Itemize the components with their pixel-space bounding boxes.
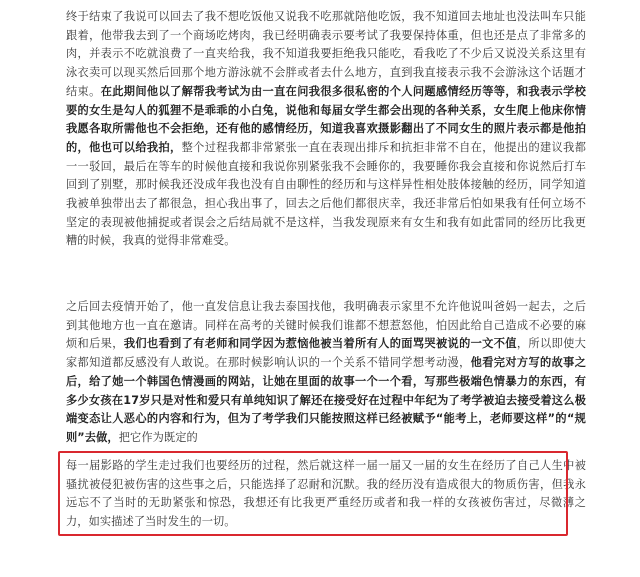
paragraph-2-text: 之后回去疫情开始了，他一直发信息让我去泰国找他，我明确表示家里不允许他说叫爸妈一起去，之后到其他地方也一直在邀请。同样在高考的关键时候我们谁都不想惹怒他，怕因此给自己造成不必要的麻烦和后果， (66, 300, 586, 351)
paragraph-dinner-account (66, 8, 586, 251)
paragraph-2-text-end: 把它作为既定的 (118, 430, 198, 444)
paragraph-3-text: 每一届影路的学生走过我们也要经历的过程，然后就这样一届一届又一届的女生在经历了自己人生中被骚扰被侵犯被伤害的这些事之后，只能选择了忍耐和沉默。我的经历没有造成很大的物质伤害，但我永远忘不了当时的无助紧张和惊恐，我想还有比我更严重经历或者和我一样的女孩被伤害过，尽微薄之力，如实描述了当时发生的一切。 (66, 459, 586, 529)
paragraph-2-bold-text: 我们也看到了有老师和同学因为惹恼他被当着所有人的面骂哭被说的一文不值 (123, 337, 517, 351)
paragraph-2-text-mid: ，所以即使大家都知道都反感没有人敢说。在那时候影响认识的一个关系不错同学想考动漫， (66, 337, 586, 370)
paragraph-1-text-end: 整个过程我都非常紧张一直在表现出排斥和抗拒非常不自在，他提出的建议我都一一驳回，最后在等车的时候他直接和我说你别紧张我不会睡你的，我要睡你我会直接和你说然后打车回到了别墅，那时候我还没成年我也没有自由聊性的经历和与这样异性相处肢体接触的经历，同学知道我被单独带出去了都很急，担心我出事了，回去之后他们都很庆幸，我还非常后怕如果我有任何立场不坚定的表现被他捕捉或者误会之后结局就不是这样，当我发现原来有女生和我有如此雷同的经历比我更糟的时候，我真的觉得非常难受。 (66, 140, 587, 248)
paragraph-1-bold-text: 在此期间他以了解帮我考试为由一直在问我很多很私密的个人问题感情经历等等，和我表示学校要的女生是勾人的狐狸不是乖乖的小白兔，说他和每届女学生都会出现的各种关系，女生爬上他床你情我愿各取所需他也不会拒绝，还有他的感情经历，知道我喜欢摄影翻出了不同女生的照片表示都是他拍的，他也可以给我拍， (66, 84, 586, 154)
paragraph-pandemic-account (66, 298, 586, 448)
paragraph-1-text: 终于结束了我说可以回去了我不想吃饭他又说我不吃那就陪他吃饭，我不知道回去地址也没法叫车只能跟着，他带我去到了一个商场吃烤肉，我已经明确表示要考试了我要保持体重，但也还是点了非常多的肉，并表示不吃就浪费了一直夹给我，我不知道我要拒绝我只能吃，看我吃了不少后又说没关系这里有泳衣卖可以现买然后回那个地方游泳就不会胖或者去什么地方，直到我直接表示我不会游泳这个话题才结束。 (66, 10, 586, 98)
paragraph-2-bold-text-2: 他看完对方写的故事之后，给了她一个韩国色情漫画的网站，让她在里面的故事一个一个看，写那些极端色情暴力的东西，有多少女孩在17岁只是对性和爱只有单纯知识了解还在接受好在过程中年纪为了考学被迫去接受着这么极端变态让人恶心的内容和行为，但为了考学我们只能按照这样已经被赋予“能考上，老师要这样”的“规则”去做， (66, 356, 586, 444)
paragraph-highlighted-conclusion (66, 457, 586, 532)
